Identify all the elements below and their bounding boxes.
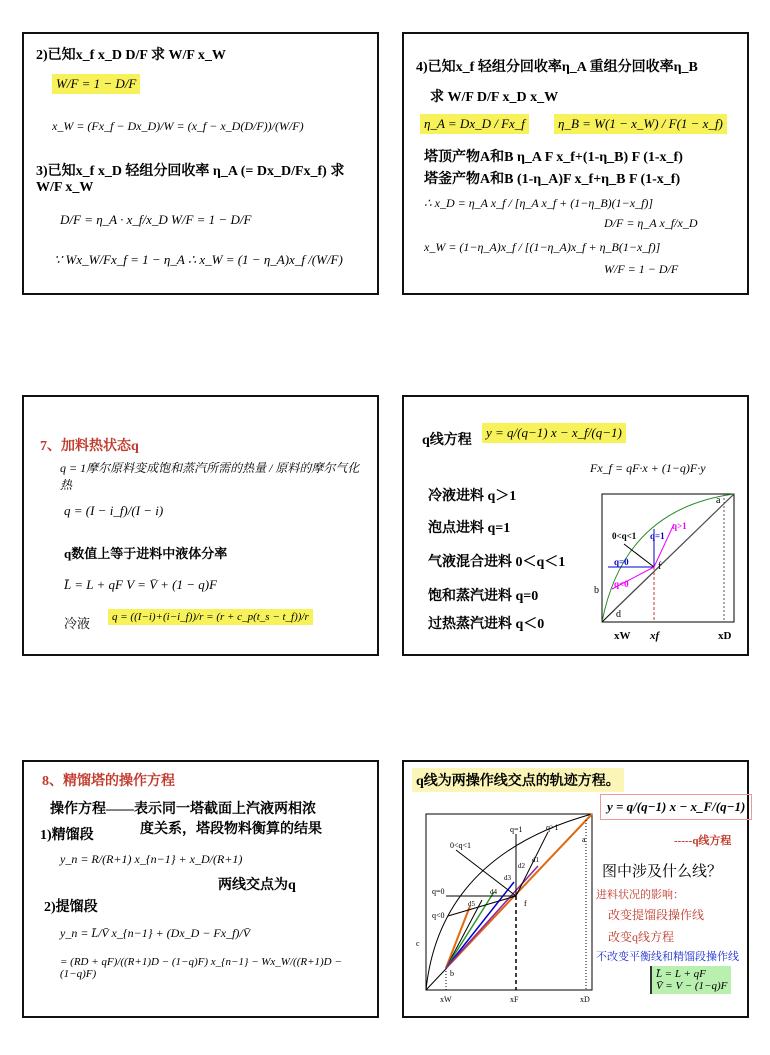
text-line: 进料状况的影响：	[596, 889, 684, 901]
diagram-label: d5	[468, 900, 475, 908]
formula: D/F = η_A x_f/x_D	[604, 216, 698, 230]
formula: y_n = L̄/V̄ x_{n−1} + (Dx_D − Fx_f)/V̄	[60, 926, 251, 940]
diagram-label: d3	[504, 874, 511, 882]
text-line: 塔釜产物A和B (1-η_A)F x_f+η_B F (1-x_f)	[424, 172, 681, 187]
text-line: 塔顶产物A和B η_A F x_f+(1-η_B) F (1-x_f)	[424, 150, 683, 165]
text-line: 操作方程——表示同一塔截面上汽液两相浓	[50, 802, 316, 817]
diagram-label: c	[416, 939, 420, 948]
formula: = (RD + qF)/((R+1)D − (1−q)F) x_{n−1} − Wx_W/((R+1)D − (1−q)F)	[60, 956, 342, 980]
formula: ∵ Wx_W/Fx_f = 1 − η_A ∴ x_W = (1 − η_A)x_f /(W/F)	[54, 252, 343, 267]
diagram-label: q=1	[650, 531, 665, 541]
highlighted-formula: y = q/(q−1) x − x_f/(q−1)	[482, 423, 626, 443]
formula: q = (I − i_f)/(I − i)	[64, 503, 164, 518]
diagram-label: d4	[490, 888, 497, 896]
slide-heading: 2)已知x_f x_D D/F 求 W/F x_W	[36, 48, 226, 63]
formula: x_W = (1−η_A)x_f / [(1−η_A)x_f + η_B(1−x_f)]	[424, 240, 661, 254]
axis-label: xF	[510, 995, 519, 1004]
list-item: 过热蒸汽进料 q＜0	[428, 617, 545, 632]
note: 两线交点为q	[218, 878, 296, 893]
list-item: 冷液进料 q＞1	[428, 489, 517, 504]
axis-label: xf	[650, 630, 660, 642]
diagram-label: f	[658, 561, 662, 572]
q-line-equation: y = q/(q−1) x − x_F/(q−1)	[600, 794, 752, 820]
diagram-label: 0<q<1	[612, 531, 637, 541]
diagram-label: b	[594, 585, 599, 596]
axis-label: xW	[614, 630, 631, 642]
diagram-label: d1	[532, 856, 539, 864]
question: 图中涉及什么线？	[602, 864, 723, 880]
list-item: 饱和蒸汽进料 q=0	[428, 589, 539, 604]
highlighted-formula: η_A = Dx_D / Fx_f	[420, 114, 529, 134]
list-item: 泡点进料 q=1	[428, 521, 511, 536]
formula: W/F = 1 − D/F	[604, 262, 679, 276]
formula: L̄ = L + qF	[656, 968, 706, 980]
diagram-label: q=0	[614, 557, 629, 567]
formula: ∴ x_D = η_A x_f / [η_A x_f + (1−η_B)(1−x_f)]	[424, 196, 654, 210]
slide-7-feed-thermal-state	[22, 395, 379, 656]
formula: D/F = η_A · x_f/x_D W/F = 1 − D/F	[60, 212, 252, 227]
slide-heading: q线为两操作线交点的轨迹方程。	[412, 768, 624, 792]
diagram-label: q=1	[510, 825, 523, 834]
slide-heading: 3)已知x_f x_D 轻组分回收率 η_A (= Dx_D/Fx_f) 求 W/F x_W	[36, 164, 345, 195]
text-line: 改变提馏段操作线	[608, 908, 705, 922]
highlighted-formula: q = ((I−i)+(i−i_f))/r = (r + c_p(t_s − t_f))/r	[108, 609, 313, 625]
label: 冷液	[64, 616, 91, 631]
diagram-label: q<0	[432, 911, 445, 920]
section-heading: 1)精馏段	[40, 828, 94, 843]
axis-label: xD	[580, 995, 590, 1004]
balance-formulas	[650, 966, 731, 994]
diagram-label: q>1	[546, 823, 559, 832]
diagram-label: b	[450, 969, 454, 978]
axis-label: xW	[440, 995, 452, 1004]
slide-8-operating-equations	[22, 760, 379, 1018]
text-line: 度关系，塔段物料衡算的结果	[140, 822, 322, 837]
formula: x_W = (Fx_f − Dx_D)/W = (x_f − x_D(D/F))/(W/F)	[52, 119, 304, 133]
ask-line: 求 W/F D/F x_D x_W	[430, 90, 559, 105]
diagram-label: f	[524, 899, 527, 908]
diagram-label: q<0	[614, 579, 629, 589]
slide-heading: 4)已知x_f 轻组分回收率η_A 重组分回收率η_B	[416, 60, 698, 75]
formula: V̄ = V − (1−q)F	[656, 980, 728, 992]
text-line: q数值上等于进料中液体分率	[64, 546, 228, 561]
slide-q-line-locus	[402, 760, 749, 1018]
operating-line-diagram	[410, 806, 600, 1016]
diagram-label: d	[616, 609, 621, 620]
highlighted-formula: η_B = W(1 − x_W) / F(1 − x_f)	[554, 114, 727, 134]
q-line-diagram	[594, 489, 744, 649]
formula: y_n = R/(R+1) x_{n−1} + x_D/(R+1)	[60, 852, 243, 866]
section-heading: 2)提馏段	[44, 900, 98, 915]
diagram-label: a	[582, 835, 586, 844]
formula: q = 1摩尔原料变成饱和蒸汽所需的热量 / 原料的摩尔气化热	[60, 461, 360, 492]
slide-heading: q线方程	[422, 433, 472, 448]
slide-heading: 7、加料热状态q	[40, 439, 139, 454]
diagram-label: a	[716, 495, 721, 506]
list-item: 气液混合进料 0＜q＜1	[428, 555, 566, 570]
equation-label: -----q线方程	[674, 835, 732, 847]
highlighted-formula: W/F = 1 − D/F	[52, 74, 140, 94]
diagram-label: q=0	[432, 887, 445, 896]
axis-label: xD	[718, 630, 732, 642]
slide-heading: 8、精馏塔的操作方程	[42, 774, 175, 789]
text-line: 不改变平衡线和精馏段操作线	[596, 951, 739, 963]
diagram-label: q>1	[672, 521, 687, 531]
slide-q-line	[402, 395, 749, 656]
diagram-label: d2	[518, 862, 525, 870]
formula: Fx_f = qF·x + (1−q)F·y	[590, 461, 706, 475]
diagram-label: 0<q<1	[450, 841, 472, 850]
slide-4-recovery	[402, 32, 749, 295]
slide-2-mass-balance	[22, 32, 379, 295]
formula: L̄ = L + qF V = V̄ + (1 − q)F	[64, 577, 218, 592]
text-line: 改变q线方程	[608, 930, 675, 944]
